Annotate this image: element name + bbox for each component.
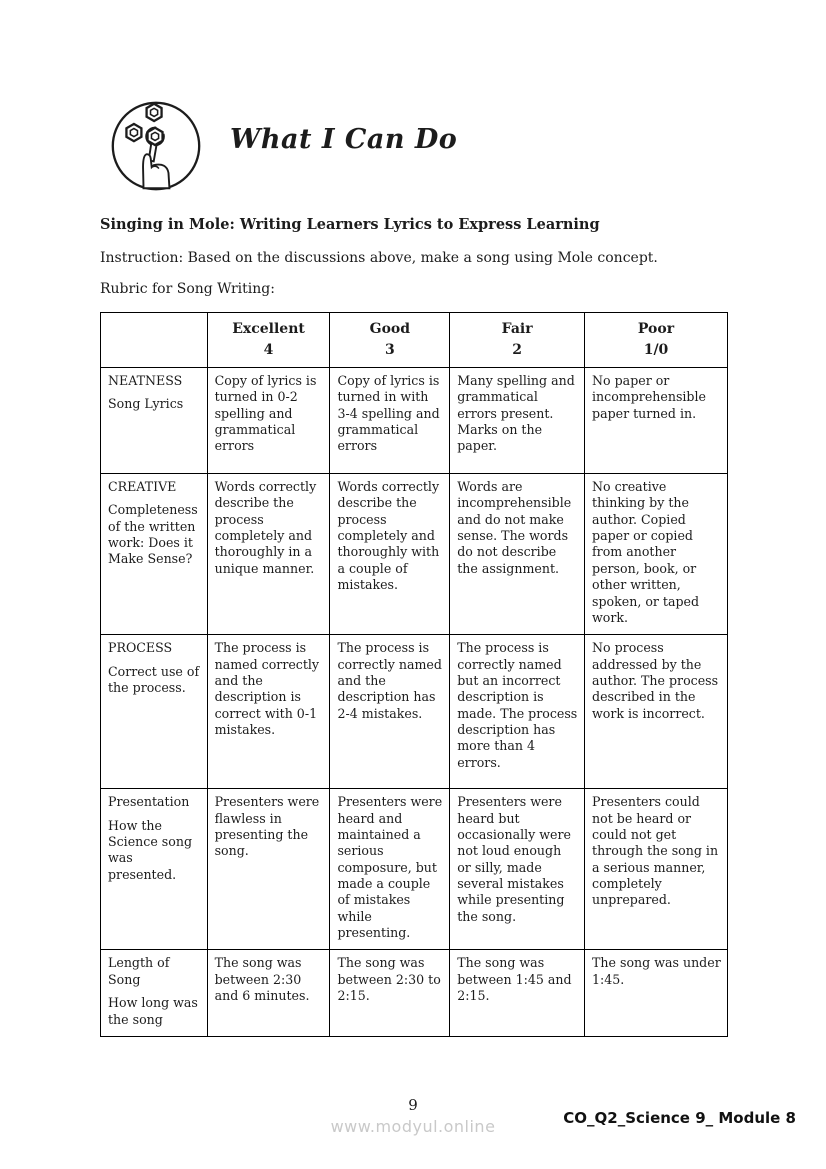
rubric-cell: The song was between 1:45 and 2:15. xyxy=(450,950,585,1036)
rubric-cell: The process is correctly named but an incorrect description is made. The process description has more than 4 errors. xyxy=(450,635,585,789)
hand-holding-nuts-icon xyxy=(108,98,204,194)
criterion-cell: PROCESS Correct use of the process. xyxy=(101,635,208,789)
header-cell-excellent: Excellent 4 xyxy=(207,313,330,368)
rubric-row-presentation xyxy=(101,789,728,950)
rubric-cell: Copy of lyrics is turned in 0-2 spelling and grammatical errors xyxy=(207,368,330,474)
page-title: What I Can Do xyxy=(230,123,458,155)
rubric-cell: Presenters were flawless in presenting the song. xyxy=(207,789,330,950)
rubric-cell: Copy of lyrics is turned in with 3-4 spelling and grammatical errors xyxy=(330,368,450,474)
header-cell-good: Good 3 xyxy=(330,313,450,368)
section-header xyxy=(108,98,457,194)
rubric-cell: The process is named correctly and the description is correct with 0-1 mistakes. xyxy=(207,635,330,789)
watermark-text: www.modyul.online xyxy=(330,1117,496,1136)
criterion-cell: CREATIVE Completeness of the written work: Does it Make Sense? xyxy=(101,474,208,635)
rubric-cell: The song was under 1:45. xyxy=(585,950,728,1036)
rubric-row-creative xyxy=(101,474,728,635)
page-footer xyxy=(0,1096,826,1156)
criterion-cell: Length of Song How long was the song xyxy=(101,950,208,1036)
rubric-cell: Words correctly describe the process completely and thoroughly with a couple of mistakes. xyxy=(330,474,450,635)
instruction-text: Instruction: Based on the discussions above, make a song using Mole concept. xyxy=(100,250,658,266)
rubric-cell: Many spelling and grammatical errors present. Marks on the paper. xyxy=(450,368,585,474)
rubric-row-length xyxy=(101,950,728,1036)
module-code: CO_Q2_Science 9_ Module 8 xyxy=(563,1109,796,1127)
rubric-cell: The process is correctly named and the description has 2-4 mistakes. xyxy=(330,635,450,789)
header-cell-blank xyxy=(101,313,208,368)
rubric-label: Rubric for Song Writing: xyxy=(100,281,275,297)
criterion-cell: NEATNESS Song Lyrics xyxy=(101,368,208,474)
rubric-cell: Presenters could not be heard or could not get through the song in a serious manner, completely unprepared. xyxy=(585,789,728,950)
rubric-table xyxy=(100,312,728,1037)
rubric-cell: No process addressed by the author. The process described in the work is incorrect. xyxy=(585,635,728,789)
activity-heading: Singing in Mole: Writing Learners Lyrics to Express Learning xyxy=(100,216,600,233)
header-cell-fair: Fair 2 xyxy=(450,313,585,368)
rubric-cell: No paper or incomprehensible paper turned in. xyxy=(585,368,728,474)
rubric-row-process xyxy=(101,635,728,789)
page-number: 9 xyxy=(408,1096,418,1114)
rubric-cell: Presenters were heard and maintained a serious composure, but made a couple of mistakes while presenting. xyxy=(330,789,450,950)
rubric-cell: The song was between 2:30 and 6 minutes. xyxy=(207,950,330,1036)
rubric-cell: Words are incomprehensible and do not make sense. The words do not describe the assignment. xyxy=(450,474,585,635)
rubric-cell: Words correctly describe the process completely and thoroughly in a unique manner. xyxy=(207,474,330,635)
rubric-row-neatness xyxy=(101,368,728,474)
criterion-cell: Presentation How the Science song was presented. xyxy=(101,789,208,950)
rubric-cell: The song was between 2:30 to 2:15. xyxy=(330,950,450,1036)
rubric-cell: No creative thinking by the author. Copied paper or copied from another person, book, or other written, spoken, or taped work. xyxy=(585,474,728,635)
rubric-cell: Presenters were heard but occasionally were not loud enough or silly, made several mistakes while presenting the song. xyxy=(450,789,585,950)
document-body xyxy=(100,216,728,1037)
header-cell-poor: Poor 1/0 xyxy=(585,313,728,368)
rubric-header-row xyxy=(101,313,728,368)
